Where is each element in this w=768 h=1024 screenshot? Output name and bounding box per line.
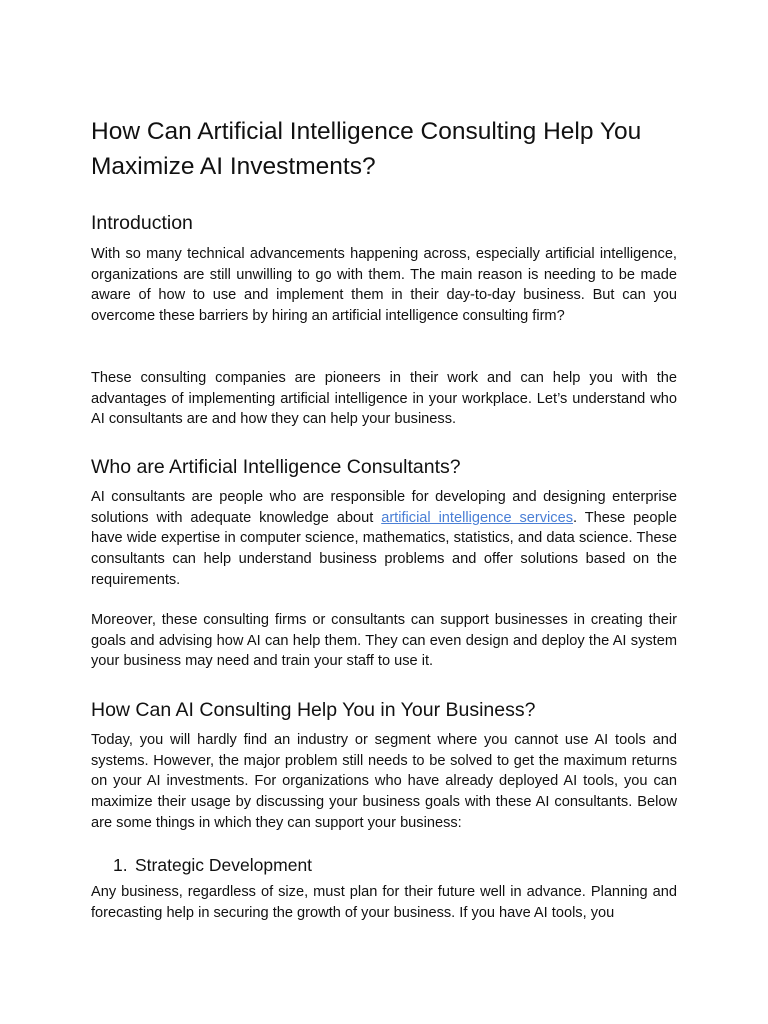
list-item-number: 1. — [113, 855, 128, 875]
document-title: How Can Artificial Intelligence Consulting Help You Maximize AI Investments? — [91, 118, 642, 180]
intro-paragraph-2: These consulting companies are pioneers in their work and can help you with the advantages of implementing artificial intelligence in your workplace. Let’s understand who AI consultants are and how they can help your business. — [91, 370, 677, 428]
consultants-paragraph-1-text-start: AI consultants are people who are responsible for developing and designing enterprise solutions with adequate knowledge about — [91, 489, 677, 526]
list-item-paragraph: Any business, regardless of size, must plan for their future well in advance. Planning and forecasting help in securing the growth of your business. If you have AI tools, you — [91, 884, 677, 921]
section-heading-how-ai-helps: How Can AI Consulting Help You in Your Business? — [91, 699, 536, 721]
consultants-paragraph-1-text-end: . These people have wide expertise in computer science, mathematics, statistics, and data science. These consultants can help understand business problems and offer solutions based on the requirements. — [91, 509, 677, 588]
list-item-title: Strategic Development — [135, 855, 313, 875]
section-heading-who-are-consultants: Who are Artificial Intelligence Consultants? — [91, 456, 461, 478]
how-ai-helps-paragraph: Today, you will hardly find an industry or segment where you cannot use AI tools and systems. However, the major problem still needs to be solved to get the maximum returns on your AI investments. For organizations who have already deployed AI tools, you can maximize their usage by discussing your business goals with these AI consultants. Below are some things in which they can support your business: — [91, 732, 677, 831]
section-heading-introduction: Introduction — [91, 212, 193, 234]
consultants-paragraph-2: Moreover, these consulting firms or consultants can support businesses in creating their goals and advising how AI can help them. They can even design and deploy the AI system your business may need and train your staff to use it. — [91, 612, 677, 670]
consultants-paragraph-1 — [91, 487, 677, 591]
list-item-heading — [113, 854, 312, 876]
ai-services-link[interactable]: artificial intelligence services — [381, 509, 574, 526]
intro-paragraph-1: With so many technical advancements happening across, especially artificial intelligence, organizations are still unwilling to go with them. The main reason is needing to be made aware of how to use and implement them in their day-to-day business. But can you overcome these barriers by hiring an artificial intelligence consulting firm? — [91, 246, 677, 325]
